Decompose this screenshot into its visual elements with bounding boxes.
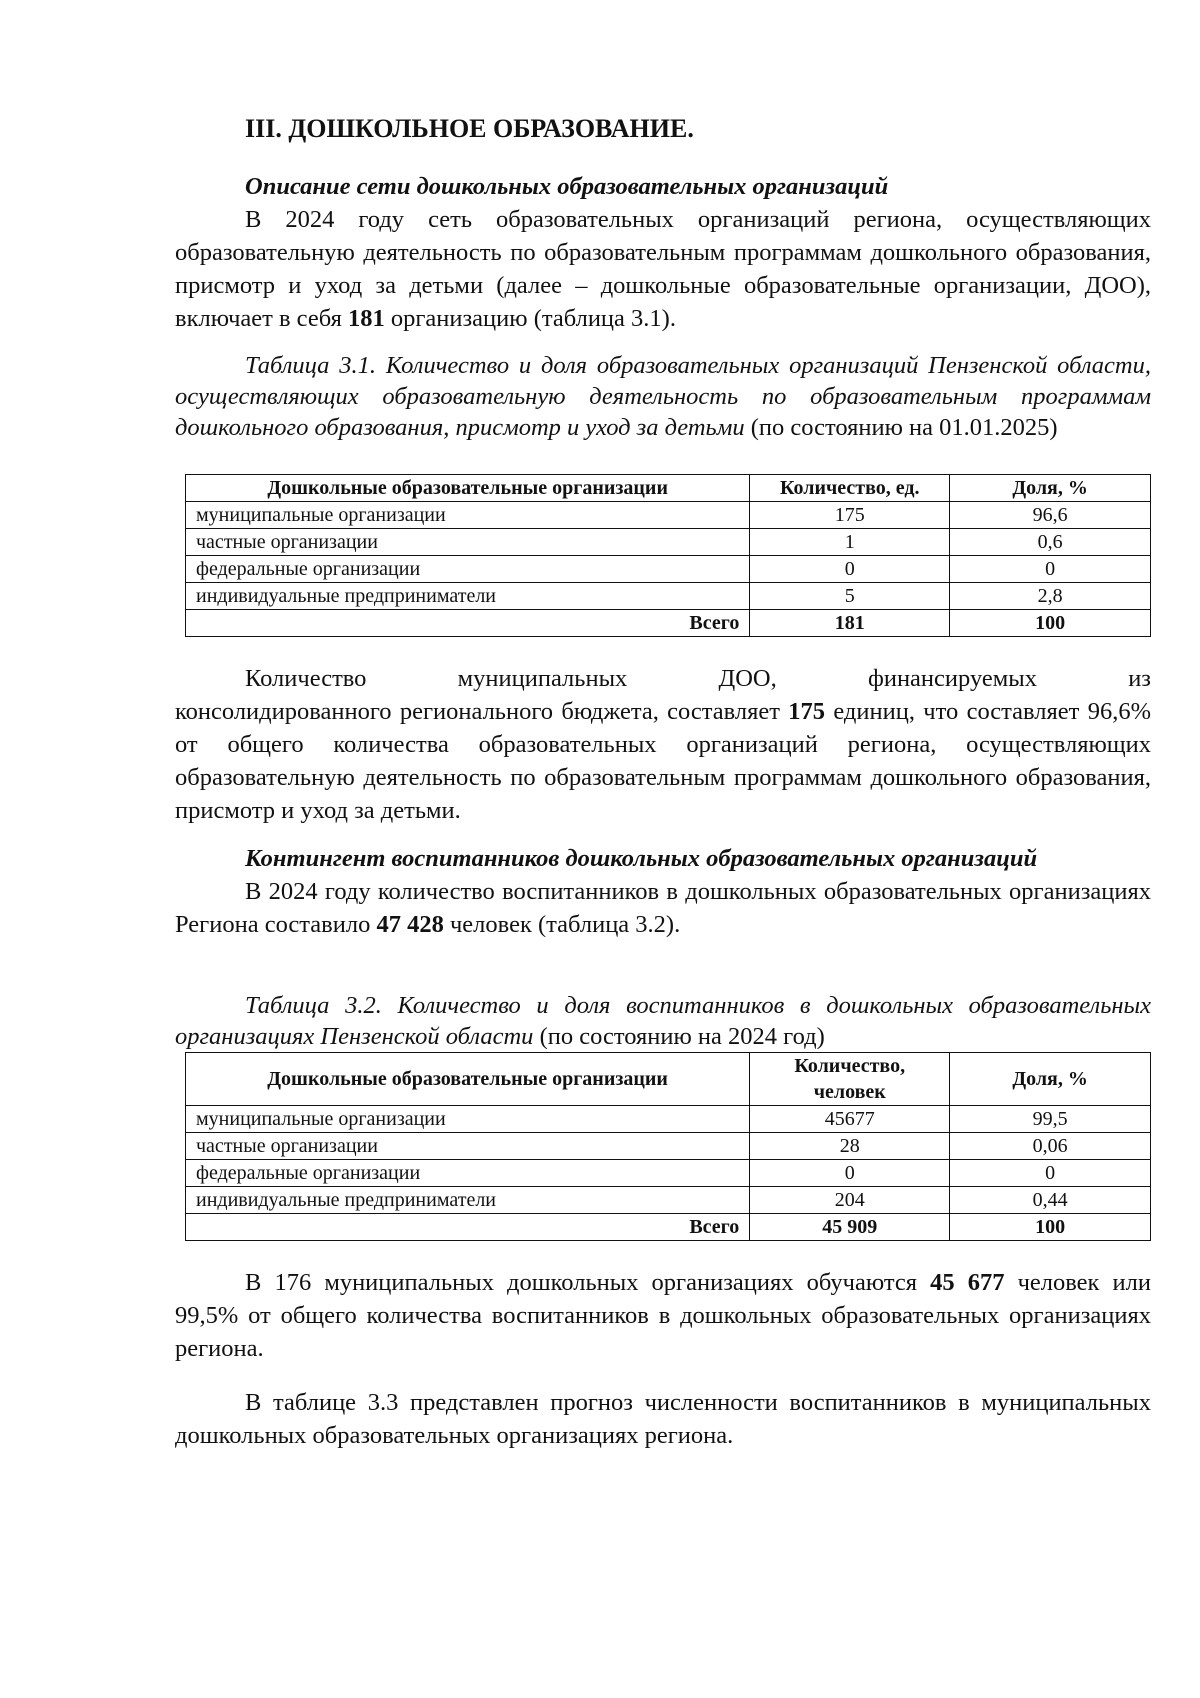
data-table (185, 1052, 1151, 1241)
table-cell: 1 (750, 529, 950, 556)
table-cell: 45677 (750, 1106, 950, 1133)
table-row (186, 583, 1151, 610)
table-cell: федеральные организации (186, 556, 750, 583)
column-header: Дошкольные образовательные организации (186, 475, 750, 502)
table-cell: 0 (950, 556, 1151, 583)
table-cell: индивидуальные предприниматели (186, 1187, 750, 1214)
paragraph: Количество муниципальных ДОО, финансируемых из консолидированного регионального бюджета, составляет 175 единиц, что составляет 96,6% от общего количества образовательных организаций региона, осуществляющих образовательную деятельность по образовательным программам дошкольного образования, присмотр и уход за детьми. (175, 665, 1151, 824)
column-header: Доля, % (950, 475, 1151, 502)
section-contingent (175, 842, 1151, 941)
column-header: Дошкольные образовательные организации (186, 1053, 750, 1106)
bold-value: 47 428 (376, 911, 444, 938)
column-header: Количество, человек (750, 1053, 950, 1106)
table-cell: 5 (750, 583, 950, 610)
total-value: 181 (750, 610, 950, 637)
table-row (186, 1106, 1151, 1133)
table-cell: 175 (750, 502, 950, 529)
table-row (186, 502, 1151, 529)
table-cell: 0,6 (950, 529, 1151, 556)
paragraph: В 2024 году сеть образовательных организаций региона, осуществляющих образовательную деятельность по образовательным программам дошкольного образования, присмотр и уход за детьми (далее – дошкольные образовательные организации, ДОО), включает в себя 181 организацию (таблица 3.1). (175, 206, 1151, 332)
section-subhead: Описание сети дошкольных образовательных организаций (245, 173, 889, 200)
table-cell: 0 (750, 1160, 950, 1187)
table-cell: 204 (750, 1187, 950, 1214)
data-table (185, 474, 1151, 637)
table-cell: муниципальные организации (186, 502, 750, 529)
table-row (186, 529, 1151, 556)
bold-value: 181 (347, 305, 385, 332)
table-cell: муниципальные организации (186, 1106, 750, 1133)
bold-value: 45 677 (930, 1269, 1005, 1296)
table-cell: 0,06 (950, 1133, 1151, 1160)
table-row (186, 556, 1151, 583)
table-cell: 28 (750, 1133, 950, 1160)
paragraph: В таблице 3.3 представлен прогноз численности воспитанников в муниципальных дошкольных образовательных организациях региона. (175, 1389, 1151, 1449)
paragraph: В 176 муниципальных дошкольных организациях обучаются 45 677 человек или 99,5% от общего количества воспитанников в дошкольных образовательных организациях региона. (175, 1269, 1152, 1362)
table-cell: частные организации (186, 1133, 750, 1160)
table-cell: 0,44 (950, 1187, 1151, 1214)
section-network (175, 170, 1151, 335)
section-subhead: Контингент воспитанников дошкольных образовательных организаций (245, 845, 1038, 872)
table-cell: 0 (750, 556, 950, 583)
column-header: Доля, % (950, 1053, 1151, 1106)
table-row (186, 1160, 1151, 1187)
table-caption: Таблица 3.2. Количество и доля воспитанников в дошкольных образовательных организациях Пензенской области (по состоянию на 2024 год) (175, 992, 1151, 1050)
total-value: 100 (950, 1214, 1151, 1241)
table-cell: индивидуальные предприниматели (186, 583, 750, 610)
total-value: 45 909 (750, 1214, 950, 1241)
table-cell: 0 (950, 1160, 1151, 1187)
paragraph: В 2024 году количество воспитанников в дошкольных образовательных организациях Региона составило 47 428 человек (таблица 3.2). (175, 878, 1151, 938)
table-header-row (186, 475, 1151, 502)
page-heading: III. ДОШКОЛЬНОЕ ОБРАЗОВАНИЕ. (245, 114, 694, 143)
table-caption: Таблица 3.1. Количество и доля образовательных организаций Пензенской области, осуществляющих образовательную деятельность по образовательным программам дошкольного образования, присмотр и уход за детьми (по состоянию на 01.01.2025) (175, 352, 1151, 441)
total-label: Всего (186, 1214, 750, 1241)
table-total-row (186, 1214, 1151, 1241)
total-value: 100 (950, 610, 1151, 637)
table-total-row (186, 610, 1151, 637)
total-label: Всего (186, 610, 750, 637)
table-cell: частные организации (186, 529, 750, 556)
table-cell: 99,5 (950, 1106, 1151, 1133)
table-header-row (186, 1053, 1151, 1106)
bold-value: 175 (788, 698, 826, 725)
table-row (186, 1187, 1151, 1214)
column-header: Количество, ед. (750, 475, 950, 502)
table-cell: 2,8 (950, 583, 1151, 610)
table-cell: 96,6 (950, 502, 1151, 529)
table-row (186, 1133, 1151, 1160)
table-cell: федеральные организации (186, 1160, 750, 1187)
